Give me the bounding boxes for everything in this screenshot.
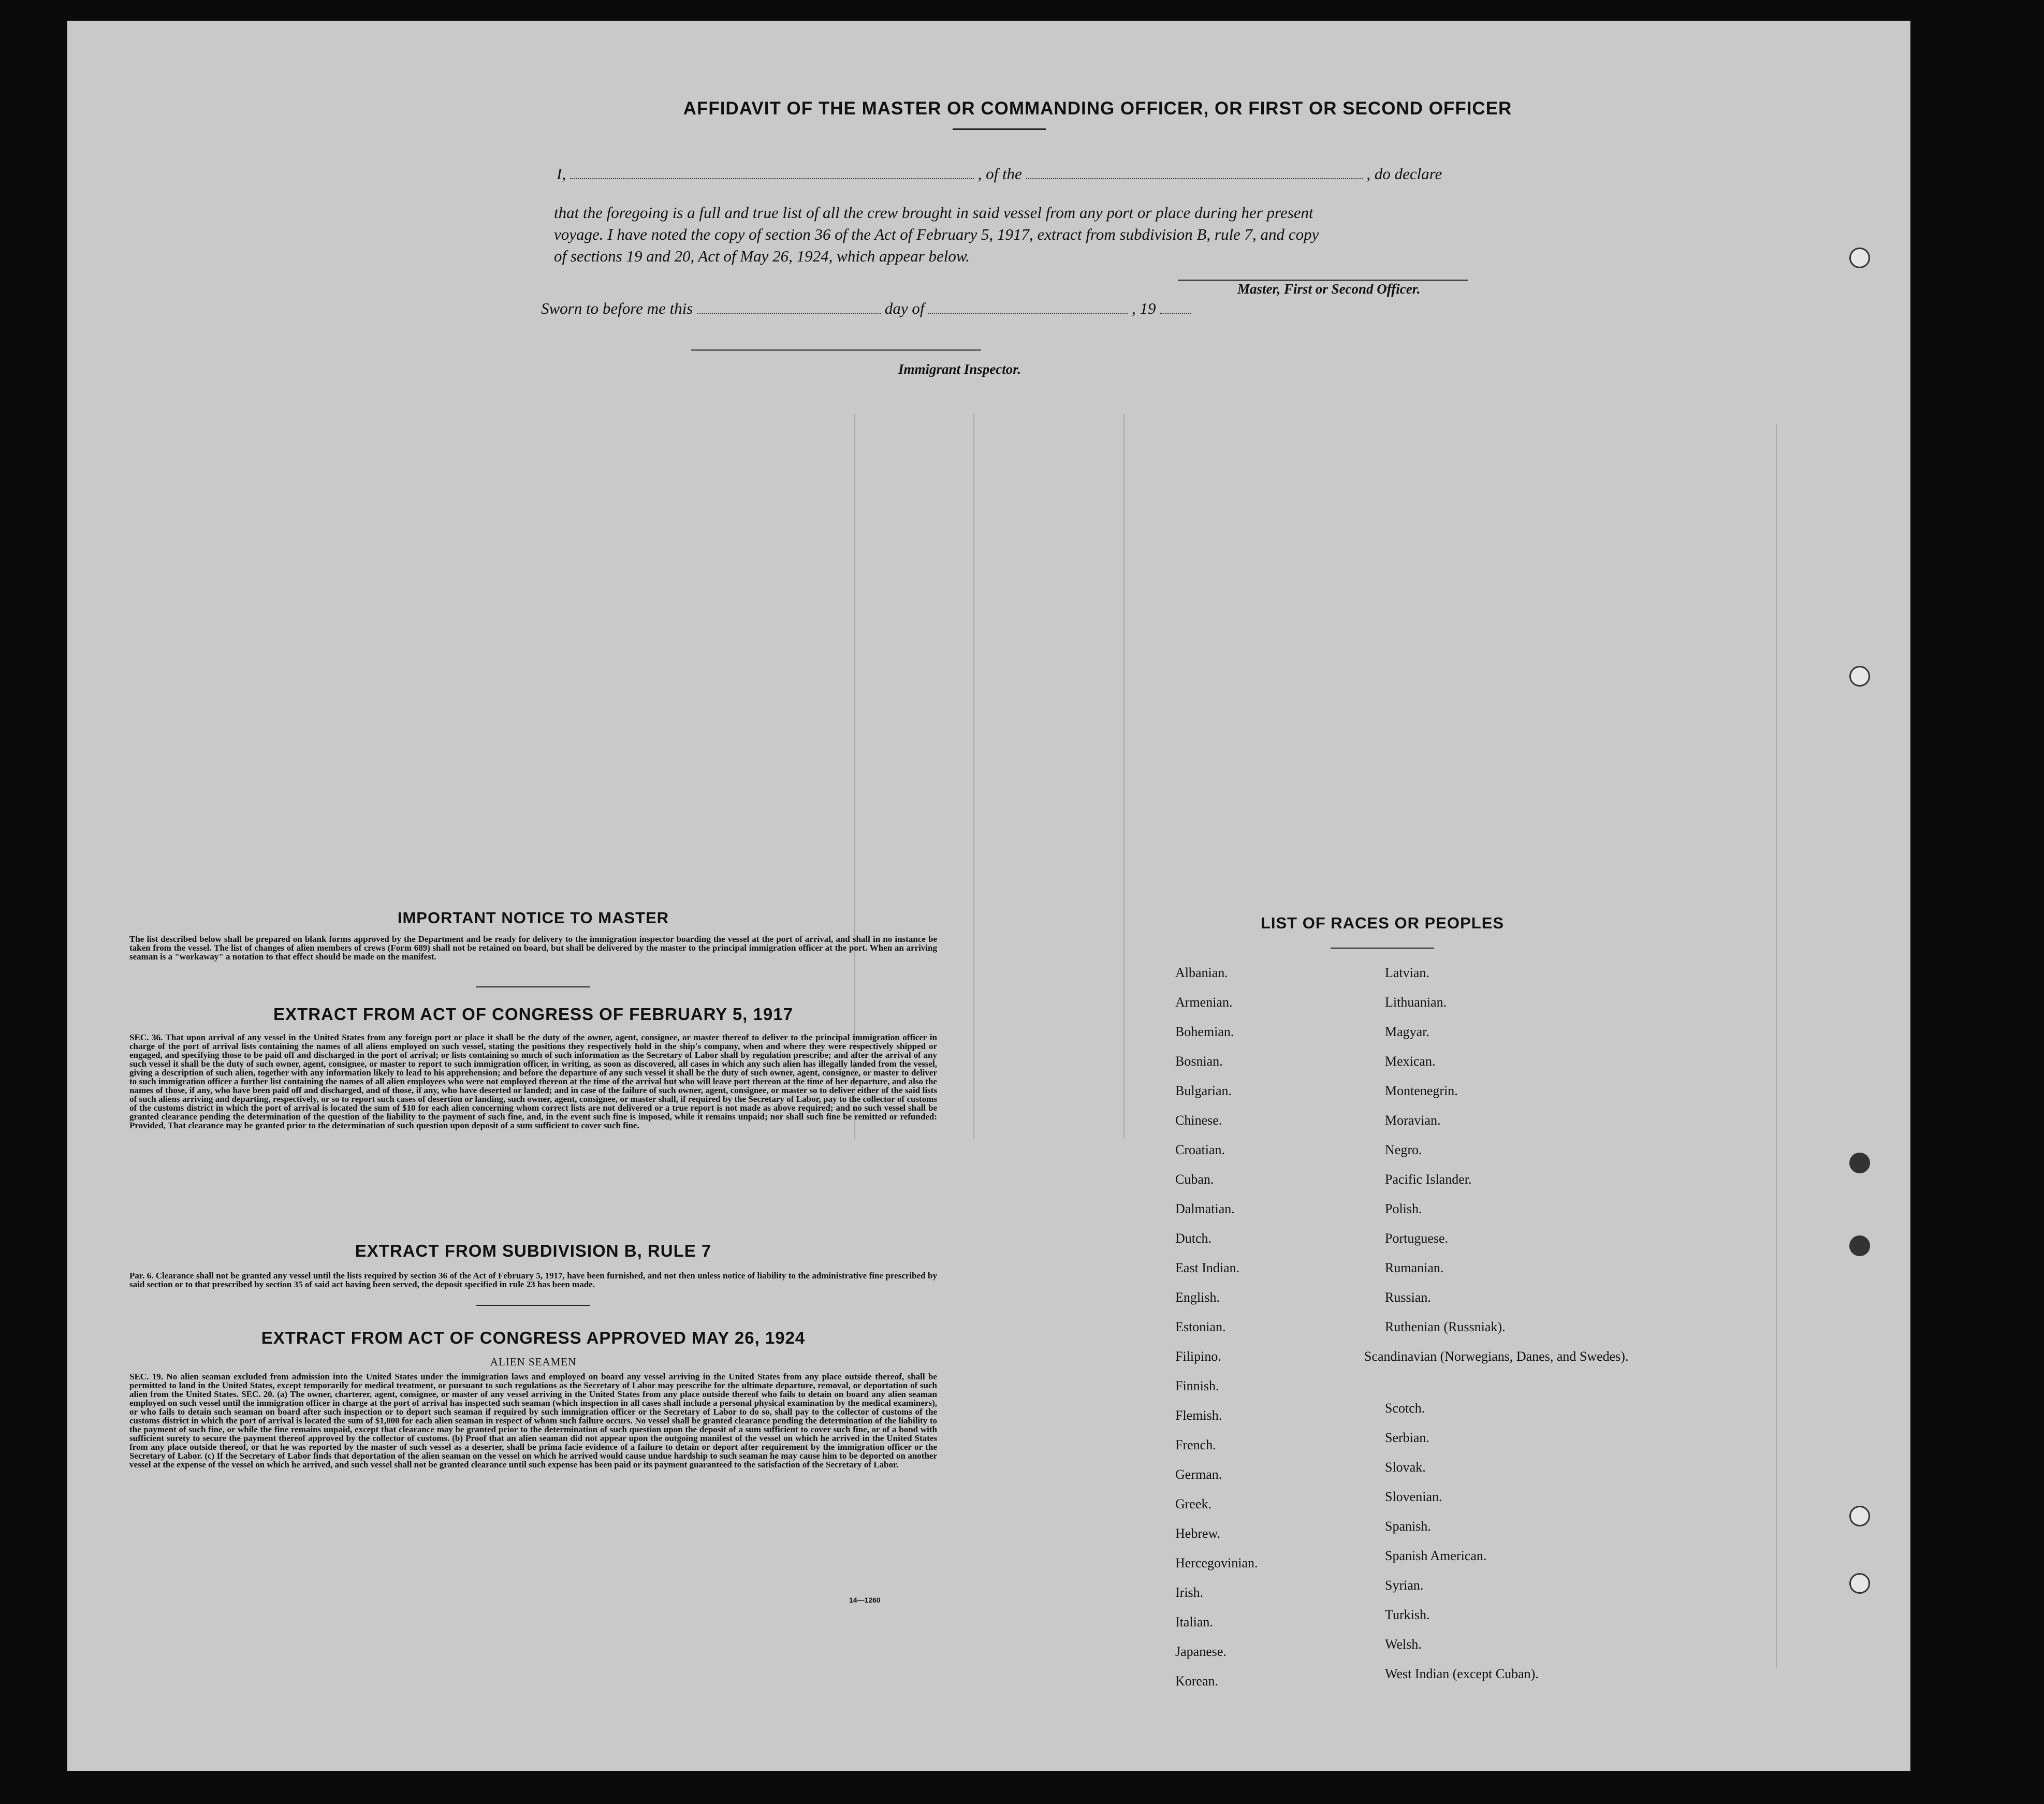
punch-hole bbox=[1849, 666, 1870, 687]
races-title: LIST OF RACES OR PEOPLES bbox=[1260, 914, 1505, 932]
inspector-signature-line bbox=[691, 350, 981, 351]
race-item: Mexican. bbox=[1385, 1054, 1436, 1069]
race-item: Hercegovinian. bbox=[1175, 1555, 1258, 1570]
extract-1924-title: EXTRACT FROM ACT OF CONGRESS APPROVED MAY 26, 1924 bbox=[261, 1328, 806, 1347]
affidavit-body-line: that the foregoing is a full and true list of all the crew brought in said vessel from any port or place during her present bbox=[554, 203, 1313, 222]
race-item: Greek. bbox=[1175, 1496, 1212, 1511]
race-item: Dutch. bbox=[1175, 1231, 1212, 1246]
race-item: Albanian. bbox=[1175, 965, 1228, 980]
race-item: Cuban. bbox=[1175, 1172, 1214, 1187]
race-item: Filipino. bbox=[1175, 1349, 1221, 1364]
extract-1917-text: SEC. 36. That upon arrival of any vessel in the United States from any foreign port or place it shall be the duty of the owner, agent, consignee, or master thereof to deliver to the principal immigration officer in charge of the port of arrival lists containing the names of all aliens employed on such vessel, stating the positions they respectively hold in the ship's company, when and where they were respectively shipped or engaged, and specifying those to be paid off and discharged in the port of arrival; or lists containing so much of such information as the Secretary of Labor shall by regulation prescribe; and after the arrival of any such vessel it shall be the duty of such owner, agent, consignee, or master to report to such immigration officer, in writing, as soon as discovered, all cases in which any such alien has illegally landed from the vessel, giving a description of such alien, together with any information likely to lead to his apprehension; and before the departure of any such vessel it shall be the duty of such owner, agent, consignee, or master to deliver to such immigration officer a further list containing the names of all alien employees who were not employed thereon at the time of the arrival but who will leave port thereon at the time of her departure, and also the names of those, if any, who have been paid off and discharged, and of those, if any, who have deserted or landed; and in case of the failure of such owner, agent, consignee, or master so to deliver either of the said lists of such aliens arriving and departing, respectively, or so to report such cases of desertion or landing, such owner, agent, consignee, or master shall, if required by the Secretary of Labor, pay to the collector of customs of the customs district in which the port of arrival is located the sum of $10 for each alien concerning whom correct lists are not delivered or a true report is not made as above required; and no such vessel shall be granted clearance pending the determination of the question of the liability to the payment of such fine, and, in the event such fine is imposed, while it remains unpaid; nor shall such fine be remitted or refunded: Provided, That clearance may be granted prior to the determination of such question upon deposit of a sum sufficient to cover such fine. bbox=[129, 1032, 937, 1130]
affidavit-title: AFFIDAVIT OF THE MASTER OR COMMANDING OFFICER, OR FIRST OR SECOND OFFICER bbox=[683, 98, 1512, 119]
race-item: Scotch. bbox=[1385, 1401, 1425, 1416]
race-item: Polish. bbox=[1385, 1201, 1422, 1216]
day-blank bbox=[697, 302, 881, 314]
race-item: Korean. bbox=[1175, 1674, 1219, 1689]
form-number: 14—1260 bbox=[849, 1596, 881, 1604]
race-item: Pacific Islander. bbox=[1385, 1172, 1472, 1187]
race-item: Ruthenian (Russniak). bbox=[1385, 1319, 1506, 1334]
master-signature-line bbox=[1178, 280, 1468, 281]
race-item: Latvian. bbox=[1385, 965, 1429, 980]
extract-1924-text: SEC. 19. No alien seaman excluded from admission into the United States under the immigration laws and employed on board any vessel arriving in the United States from any place outside thereof, shall be permitted to land in the United States, except temporarily for medical treatment, or pursuant to such regulations as the Secretary of Labor may prescribe for the ultimate departure, removal, or deportation of such alien from the United States. SEC. 20. (a) The owner, charterer, agent, consignee, or master of any vessel arriving in the United States from any place outside thereof who fails to detain on board any alien seaman employed on such vessel until the immigration officer in charge at the port of arrival has inspected such seaman (which inspection in all cases shall include a personal physical examination by the medical examiners), or who fails to detain such seaman on board after such inspection or to deport such seaman if required by such immigration officer or the Secretary of Labor to do so, shall pay to the collector of customs of the customs district in which the port of arrival is located the sum of $1,000 for each alien seaman in respect of whom such failure occurs. No vessel shall be granted clearance pending the determination of the liability to the payment of such fine, or while the fine remains unpaid, except that clearance may be granted prior to the determination of such question upon the deposit of a sum sufficient to cover such fine, or of a bond with sufficient surety to secure the payment thereof approved by the collector of customs. (b) Proof that an alien seaman did not appear upon the outgoing manifest of the vessel on which he arrived in the United States from any place outside thereof, or that he was reported by the master of such vessel as a deserter, shall be prima facie evidence of a failure to detain or deport after requirement by the immigration officer or the Secretary of Labor. (c) If the Secretary of Labor finds that deportation of the alien seaman on the vessel on which he arrived would cause undue hardship to such seaman he may cause him to be deported on another vessel at the expense of the vessel on which he arrived, and such vessel shall not be granted clearance until such expense has been paid or its payment guaranteed to the satisfaction of the Secretary of Labor. bbox=[129, 1372, 937, 1470]
race-item: Bohemian. bbox=[1175, 1024, 1234, 1039]
bleed-column-line bbox=[973, 414, 974, 1139]
punch-hole bbox=[1849, 1153, 1870, 1173]
race-item: Japanese. bbox=[1175, 1644, 1227, 1659]
punch-hole bbox=[1849, 248, 1870, 268]
title-rule bbox=[953, 128, 1046, 130]
race-item: Syrian. bbox=[1385, 1578, 1424, 1593]
race-item: Montenegrin. bbox=[1385, 1083, 1458, 1098]
race-item: French. bbox=[1175, 1437, 1216, 1452]
bleed-column-line bbox=[854, 414, 855, 1139]
race-item: Negro. bbox=[1385, 1142, 1422, 1157]
name-blank bbox=[570, 168, 974, 179]
extract-rule7-title: EXTRACT FROM SUBDIVISION B, RULE 7 bbox=[355, 1241, 712, 1260]
race-item: Bosnian. bbox=[1175, 1054, 1223, 1069]
affidavit-body-line: of sections 19 and 20, Act of May 26, 1924, which appear below. bbox=[554, 247, 970, 265]
day-of-label: day of bbox=[884, 299, 925, 317]
race-item: Armenian. bbox=[1175, 995, 1233, 1010]
year-label: , 19 bbox=[1131, 299, 1156, 317]
races-left-column bbox=[1175, 964, 1372, 1702]
extract-1924-subtitle: ALIEN SEAMEN bbox=[490, 1356, 577, 1368]
race-item: Irish. bbox=[1175, 1585, 1204, 1600]
affidavit-body-line: voyage. I have noted the copy of section 36 of the Act of February 5, 1917, extract from subdivision B, rule 7, and copy bbox=[554, 225, 1319, 243]
punch-hole bbox=[1849, 1506, 1870, 1526]
notice-title: IMPORTANT NOTICE TO MASTER bbox=[397, 909, 669, 927]
document-scan bbox=[67, 21, 1910, 1771]
bleed-column-line bbox=[1776, 425, 1777, 1667]
notice-text: The list described below shall be prepared on blank forms approved by the Department and be ready for delivery to the immigration inspector boarding the vessel at the port of arrival, and shall in no instance be taken from the vessel. The list of changes of alien members of crews (Form 689) shall not be retained on board, but shall be delivered by the master to the principal immigration officer at the port. When an arriving seaman is a "workaway" a notation to that effect should be made on the manifest. bbox=[129, 934, 937, 962]
race-item: Croatian. bbox=[1175, 1142, 1225, 1157]
race-item: Bulgarian. bbox=[1175, 1083, 1232, 1098]
race-item: Turkish. bbox=[1385, 1607, 1430, 1622]
inspector-label: Immigrant Inspector. bbox=[898, 361, 1021, 377]
i-label: I, bbox=[557, 165, 566, 183]
race-item: Magyar. bbox=[1385, 1024, 1429, 1039]
race-item: Portuguese. bbox=[1385, 1231, 1449, 1246]
race-item: Scandinavian (Norwegians, Danes, and Swedes). bbox=[1364, 1349, 1629, 1364]
affidavit-line-i bbox=[557, 166, 1442, 182]
race-item: German. bbox=[1175, 1467, 1222, 1482]
affidavit-body bbox=[554, 202, 1574, 267]
year-blank bbox=[1160, 302, 1191, 314]
extract-rule7-text: Par. 6. Clearance shall not be granted any vessel until the lists required by section 36 of the Act of February 5, 1917, have been furnished, and not then unless notice of liability to the administrative fine prescribed by said section or to that prescribed by section 35 of said act having been served, the deposit specified in rule 23 has been made. bbox=[129, 1271, 937, 1289]
section-rule bbox=[1331, 948, 1434, 949]
race-item: Estonian. bbox=[1175, 1319, 1226, 1334]
race-item: Rumanian. bbox=[1385, 1260, 1444, 1275]
vessel-blank bbox=[1026, 168, 1363, 179]
race-item: Slovenian. bbox=[1385, 1489, 1442, 1504]
race-item: Chinese. bbox=[1175, 1113, 1222, 1128]
sworn-line bbox=[541, 300, 1191, 316]
race-item: Spanish. bbox=[1385, 1519, 1431, 1534]
of-the-label: , of the bbox=[977, 165, 1022, 183]
section-rule bbox=[476, 986, 590, 987]
race-item: Welsh. bbox=[1385, 1637, 1422, 1652]
race-item: Serbian. bbox=[1385, 1430, 1429, 1445]
extract-1917-title: EXTRACT FROM ACT OF CONGRESS OF FEBRUARY 5, 1917 bbox=[273, 1005, 793, 1024]
master-signature-label: Master, First or Second Officer. bbox=[1237, 281, 1421, 297]
sworn-label: Sworn to before me this bbox=[541, 299, 693, 317]
bleed-column-line bbox=[1123, 414, 1125, 1139]
races-right-column bbox=[1364, 964, 1654, 1695]
race-item: Flemish. bbox=[1175, 1408, 1222, 1423]
race-item: Italian. bbox=[1175, 1614, 1213, 1630]
race-item: Hebrew. bbox=[1175, 1526, 1221, 1541]
race-item: Finnish. bbox=[1175, 1378, 1219, 1393]
race-item: Slovak. bbox=[1385, 1460, 1426, 1475]
race-item: Dalmatian. bbox=[1175, 1201, 1235, 1216]
race-item: Spanish American. bbox=[1385, 1548, 1487, 1563]
race-item: Moravian. bbox=[1385, 1113, 1441, 1128]
punch-hole bbox=[1849, 1235, 1870, 1256]
race-item: English. bbox=[1175, 1290, 1220, 1305]
race-item: Lithuanian. bbox=[1385, 995, 1447, 1010]
punch-hole bbox=[1849, 1573, 1870, 1594]
month-blank bbox=[928, 302, 1128, 314]
race-item: Russian. bbox=[1385, 1290, 1431, 1305]
section-rule bbox=[476, 1305, 590, 1306]
do-declare-label: , do declare bbox=[1366, 165, 1442, 183]
race-item: East Indian. bbox=[1175, 1260, 1240, 1275]
race-item: West Indian (except Cuban). bbox=[1385, 1666, 1539, 1681]
